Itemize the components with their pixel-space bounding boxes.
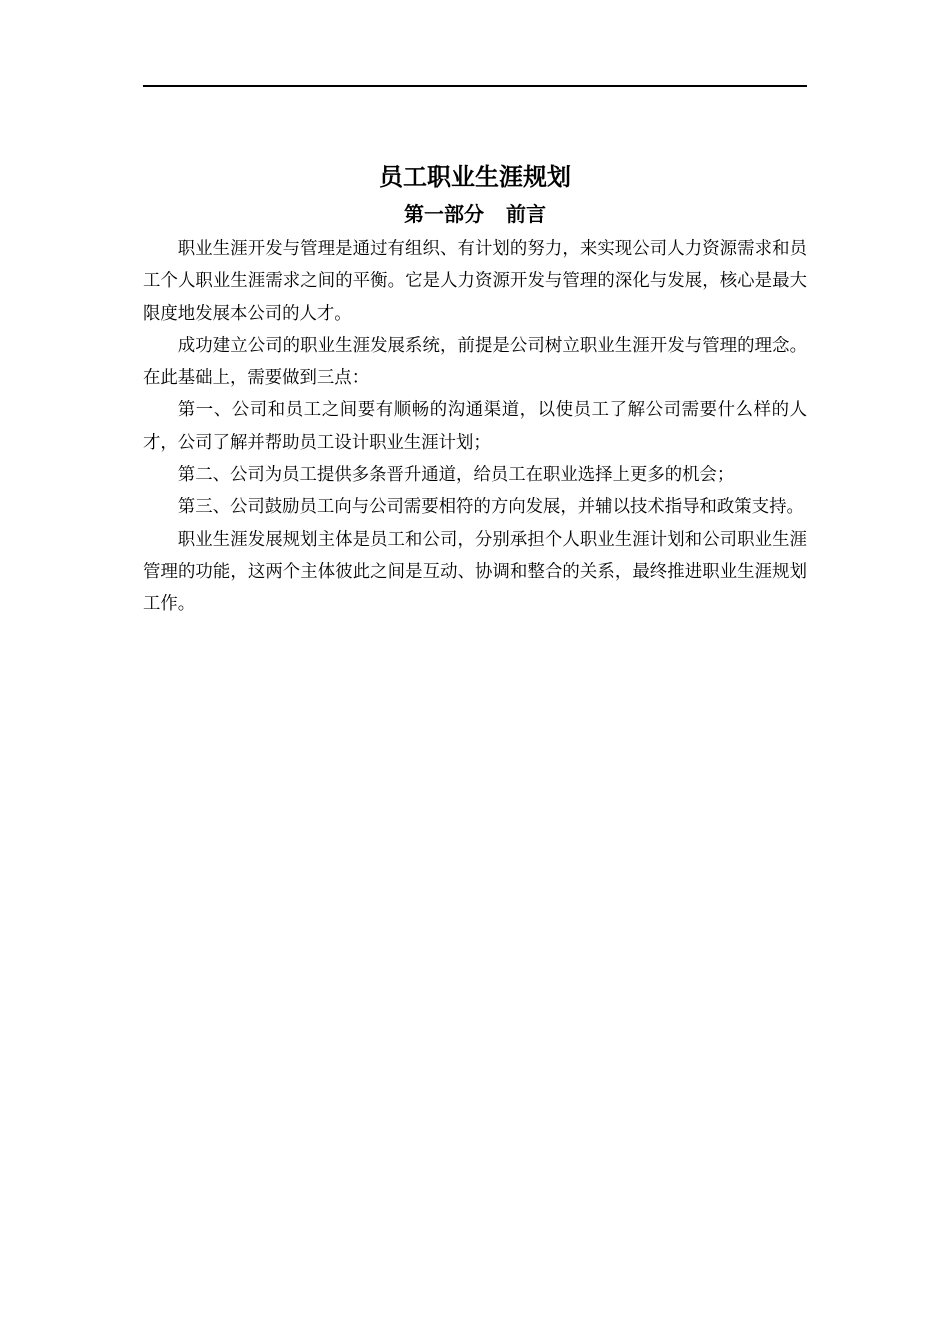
section-heading xyxy=(143,197,807,231)
section-part-label: 第一部分 xyxy=(404,202,484,226)
paragraph-system: 成功建立公司的职业生涯发展系统，前提是公司树立职业生涯开发与管理的理念。在此基础上，需要做到三点： xyxy=(143,335,807,389)
paragraph-intro: 职业生涯开发与管理是通过有组织、有计划的努力，来实现公司人力资源需求和员工个人职业生涯需求之间的平衡。它是人力资源开发与管理的深化与发展，核心是最大限度地发展本公司的人才。 xyxy=(143,239,807,324)
paragraph-summary: 职业生涯发展规划主体是员工和公司，分别承担个人职业生涯计划和公司职业生涯管理的功能，这两个主体彼此之间是互动、协调和整合的关系，最终推进职业生涯规划工作。 xyxy=(143,529,807,615)
document-title: 员工职业生涯规划 xyxy=(379,162,571,191)
document-body xyxy=(143,157,807,621)
paragraph-point-two: 第二、公司为员工提供多条晋升通道，给员工在职业选择上更多的机会； xyxy=(177,465,735,486)
section-heading-label: 前言 xyxy=(506,202,546,226)
header-rule xyxy=(143,85,807,87)
paragraph-point-one: 第一、公司和员工之间要有顺畅的沟通渠道，以使员工了解公司需要什么样的人才，公司了解并帮助员工设计职业生涯计划； xyxy=(143,400,807,453)
paragraph-point-three: 第三、公司鼓励员工向与公司需要相符的方向发展，并辅以技术指导和政策支持。 xyxy=(177,497,804,518)
